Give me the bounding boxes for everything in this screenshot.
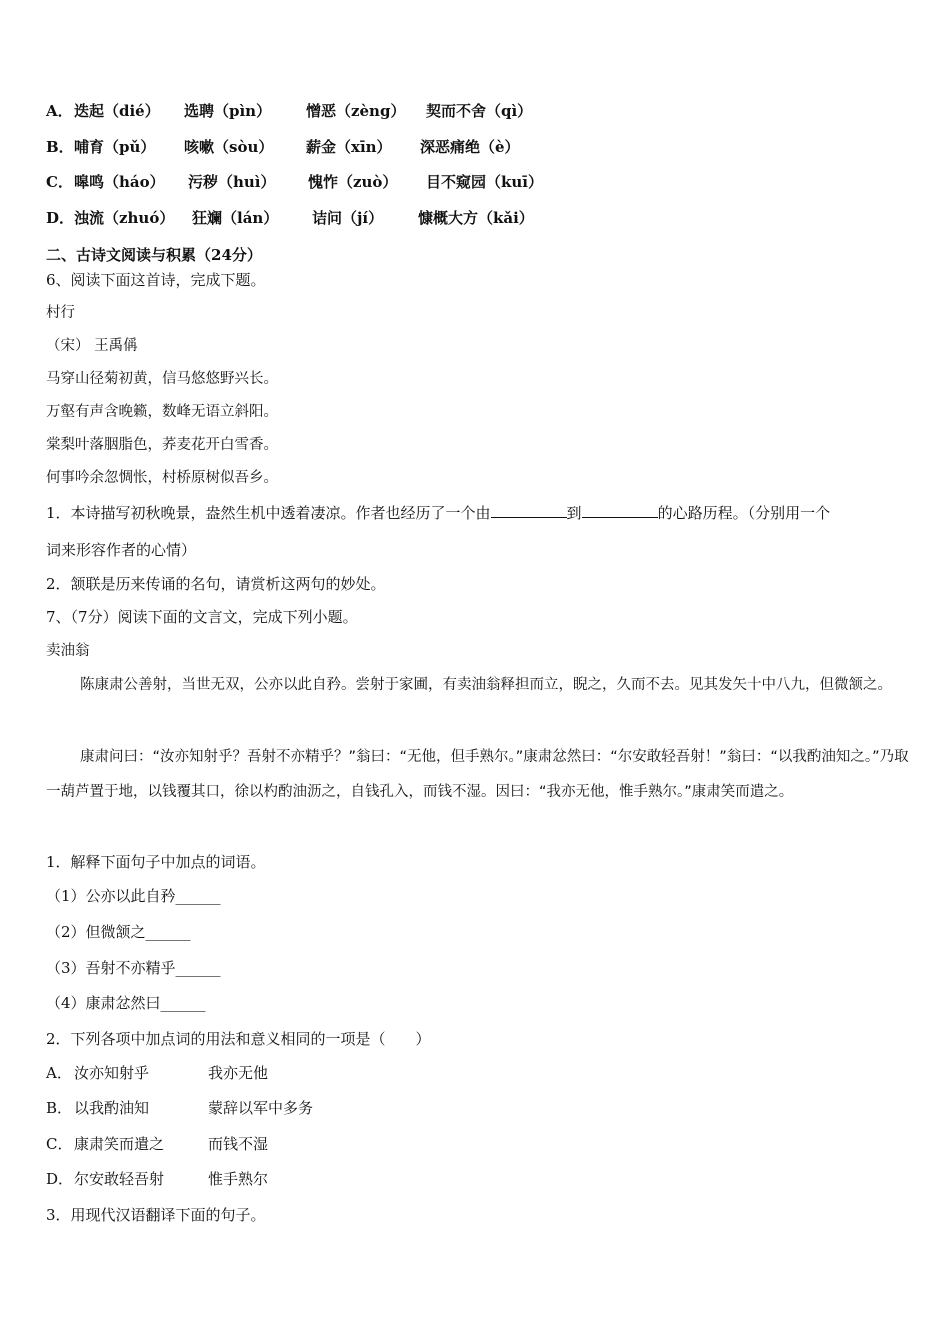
- option-word: 嗥鸣（háo）: [74, 173, 165, 191]
- option-label: A．: [46, 102, 73, 120]
- option-word: 诘问（jí）: [312, 209, 384, 227]
- option-label: B．: [46, 138, 74, 156]
- item-text: （2）但微颔之: [46, 923, 146, 941]
- option-word: 咳嗽（sòu）: [184, 138, 274, 156]
- option-label: D．: [46, 209, 75, 227]
- answer-blank[interactable]: ______: [175, 887, 221, 905]
- poem-line: 万壑有声含晚籁，数峰无语立斜阳。: [46, 404, 278, 420]
- option-word: 污秽（huì）: [188, 173, 276, 191]
- answer-blank[interactable]: ______: [160, 994, 206, 1012]
- q5-option-b: [46, 136, 520, 158]
- option-second: 蒙辞以军中多务: [208, 1099, 314, 1117]
- q7-sub2-option-b: [46, 1097, 446, 1119]
- q7-sub3: 3．用现代汉语翻译下面的句子。: [46, 1206, 266, 1224]
- q7-sub2: 2．下列各项中加点词的用法和意义相同的一项是（ ）: [46, 1030, 431, 1048]
- q6-sub2: 2．颔联是历来传诵的名句，请赏析这两句的妙处。: [46, 575, 386, 593]
- q6-intro: 6、阅读下面这首诗，完成下题。: [46, 271, 266, 289]
- q7-sub1-item: [46, 992, 206, 1014]
- option-label: D．: [46, 1170, 74, 1188]
- poem-author: （宋） 王禹偁: [46, 338, 138, 354]
- option-word: 浊流（zhuó）: [74, 209, 175, 227]
- option-word: 慷概大方（kǎi）: [418, 209, 534, 227]
- q6-sub1: [46, 502, 830, 524]
- poem-line: 棠梨叶落胭脂色，荞麦花开白雪香。: [46, 437, 278, 453]
- item-text: （3）吾射不亦精乎: [46, 959, 176, 977]
- q7-sub2-option-c: [46, 1133, 446, 1155]
- option-word: 迭起（dié）: [74, 102, 160, 120]
- item-text: （4）康肃忿然曰: [46, 994, 161, 1012]
- q7-sub1-item: [46, 957, 221, 979]
- option-word: 契而不舍（qì）: [426, 102, 533, 120]
- option-word: 狂斓（lán）: [192, 209, 279, 227]
- option-word: 哺育（pǔ）: [74, 138, 156, 156]
- option-word: 深恶痛绝（è）: [420, 138, 520, 156]
- q7-sub2-option-d: [46, 1168, 446, 1190]
- answer-blank[interactable]: [491, 502, 567, 518]
- q7-sub2-option-a: [46, 1062, 446, 1084]
- q7-sub1: 1．解释下面句子中加点的词语。: [46, 853, 266, 871]
- poem-line: 马穿山径菊初黄，信马悠悠野兴长。: [46, 371, 278, 387]
- poem-title: 村行: [46, 305, 75, 321]
- q7-sub1-item: [46, 885, 221, 907]
- q6-sub1-text: 的心路历程。（分别用一个: [657, 504, 831, 522]
- answer-blank[interactable]: ______: [145, 923, 191, 941]
- poem-line: 何事吟余忽惆怅，村桥原树似吾乡。: [46, 470, 278, 486]
- option-first: 汝亦知射乎: [74, 1064, 150, 1082]
- q7-intro: 7、（7分）阅读下面的文言文，完成下列小题。: [46, 608, 358, 626]
- option-first: 尔安敢轻吾射: [74, 1170, 165, 1188]
- q5-option-d: [46, 207, 534, 229]
- option-word: 憎恶（zèng）: [306, 102, 406, 120]
- option-label: A．: [46, 1064, 72, 1082]
- option-word: 目不窥园（kuī）: [426, 173, 543, 191]
- option-label: B．: [46, 1099, 73, 1117]
- answer-blank[interactable]: ______: [175, 959, 221, 977]
- q6-sub1-cont: 词来形容作者的心情）: [46, 541, 197, 559]
- passage-paragraph-1: 陈康肃公善射，当世无双，公亦以此自矜。尝射于家圃，有卖油翁释担而立，睨之，久而不去。见其发矢十中八九，但微颔之。: [80, 677, 892, 693]
- option-second: 而钱不湿: [208, 1135, 269, 1153]
- q6-sub1-text: 1．本诗描写初秋晚景，盎然生机中透着凄凉。作者也经历了一个由: [46, 504, 491, 522]
- option-second: 我亦无他: [208, 1064, 269, 1082]
- passage-title: 卖油翁: [46, 643, 90, 659]
- option-second: 惟手熟尔: [208, 1170, 269, 1188]
- option-first: 康肃笑而遣之: [74, 1135, 165, 1153]
- option-label: C．: [46, 1135, 73, 1153]
- answer-blank[interactable]: [582, 502, 658, 518]
- option-word: 薪金（xīn）: [306, 138, 392, 156]
- option-first: 以我酌油知: [74, 1099, 150, 1117]
- item-text: （1）公亦以此自矜: [46, 887, 176, 905]
- section-heading: 二、古诗文阅读与积累（24分）: [46, 246, 262, 264]
- passage-paragraph-2: 康肃问曰：“汝亦知射乎？吾射不亦精乎？”翁曰：“无他，但手熟尔。”康肃忿然曰：“尔安敢轻吾射！”翁曰：“以我酌油知之。”乃取一葫芦置于地，以钱覆其口，徐以杓酌油沥之，自钱孔入，而钱不湿。因曰：“我亦无他，惟手熟尔。”康肃笑而遣之。: [46, 749, 909, 800]
- option-label: C．: [46, 173, 73, 191]
- q6-sub1-text: 到: [566, 504, 582, 522]
- q5-option-a: [46, 100, 532, 122]
- option-word: 选聘（pìn）: [184, 102, 272, 120]
- q7-sub1-item: [46, 921, 191, 943]
- option-word: 愧怍（zuò）: [308, 173, 398, 191]
- q5-option-c: [46, 171, 543, 193]
